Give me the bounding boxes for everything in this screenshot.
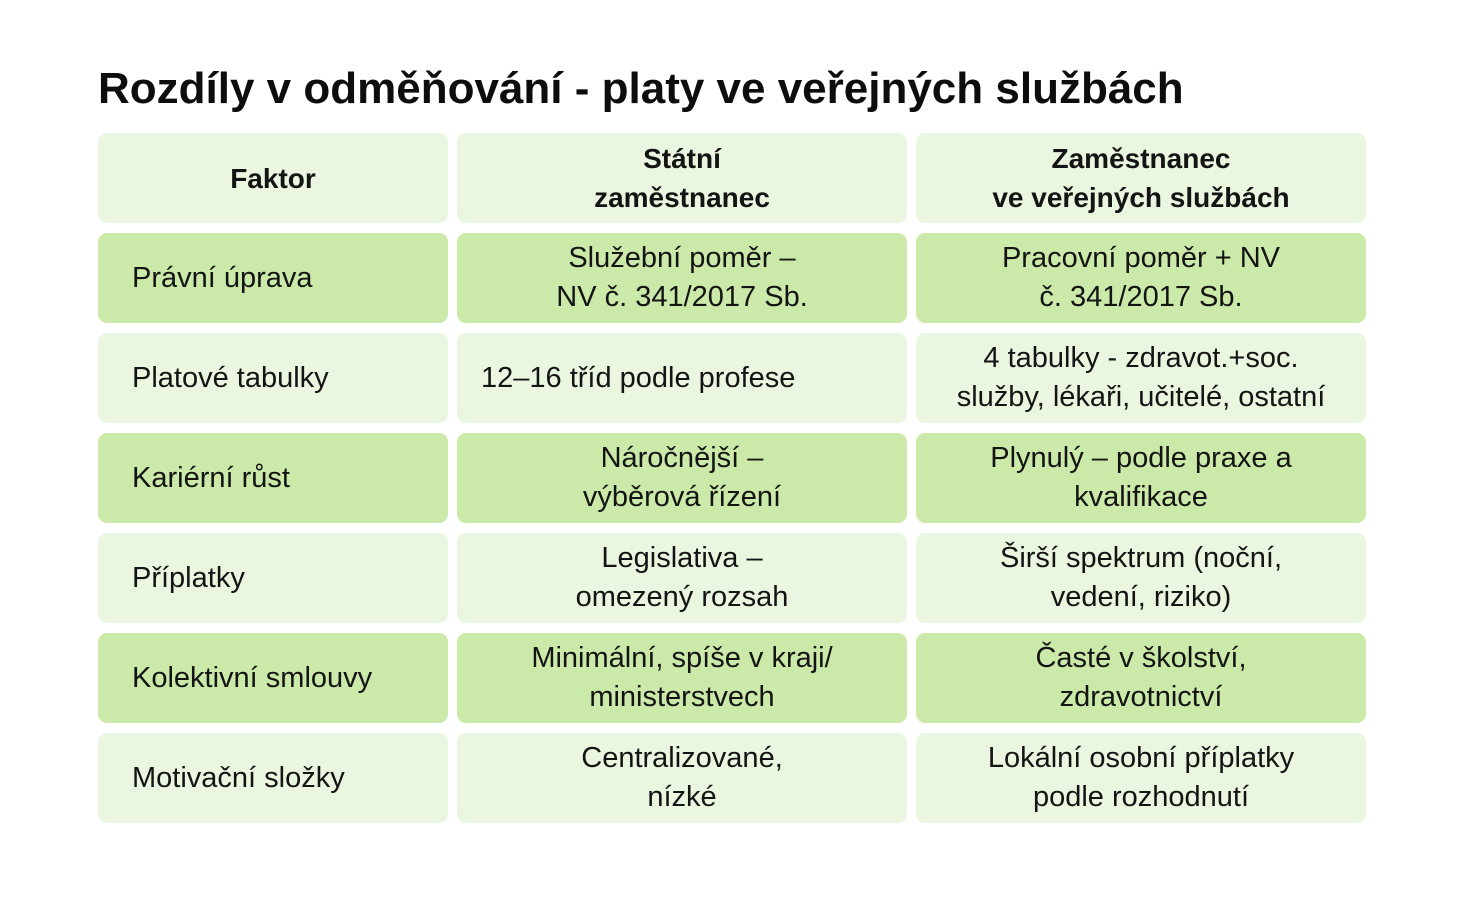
row-public-cell: Časté v školství, zdravotnictví — [916, 633, 1366, 723]
row-state-cell: Služební poměr – NV č. 341/2017 Sb. — [457, 233, 907, 323]
row-factor-cell: Kariérní růst — [98, 433, 448, 523]
row-factor-cell: Příplatky — [98, 533, 448, 623]
row-factor-cell: Kolektivní smlouvy — [98, 633, 448, 723]
header-factor: Faktor — [98, 133, 448, 223]
row-factor-cell: Právní úprava — [98, 233, 448, 323]
row-public-cell: Plynulý – podle praxe a kvalifikace — [916, 433, 1366, 523]
row-state-cell: Legislativa – omezený rozsah — [457, 533, 907, 623]
header-state-employee: Státní zaměstnanec — [457, 133, 907, 223]
row-state-cell: 12–16 tříd podle profese — [457, 333, 907, 423]
row-public-cell: Širší spektrum (noční, vedení, riziko) — [916, 533, 1366, 623]
row-factor-cell: Platové tabulky — [98, 333, 448, 423]
row-public-cell: Lokální osobní příplatky podle rozhodnutí — [916, 733, 1366, 823]
comparison-table — [98, 133, 1366, 823]
header-public-service-employee: Zaměstnanec ve veřejných službách — [916, 133, 1366, 223]
row-state-cell: Minimální, spíše v kraji/ ministerstvech — [457, 633, 907, 723]
row-public-cell: Pracovní poměr + NV č. 341/2017 Sb. — [916, 233, 1366, 323]
page-title: Rozdíly v odměňování - platy ve veřejných službách — [98, 64, 1184, 113]
row-factor-cell: Motivační složky — [98, 733, 448, 823]
row-public-cell: 4 tabulky - zdravot.+soc. služby, lékaři, učitelé, ostatní — [916, 333, 1366, 423]
row-state-cell: Náročnější – výběrová řízení — [457, 433, 907, 523]
row-state-cell: Centralizované, nízké — [457, 733, 907, 823]
